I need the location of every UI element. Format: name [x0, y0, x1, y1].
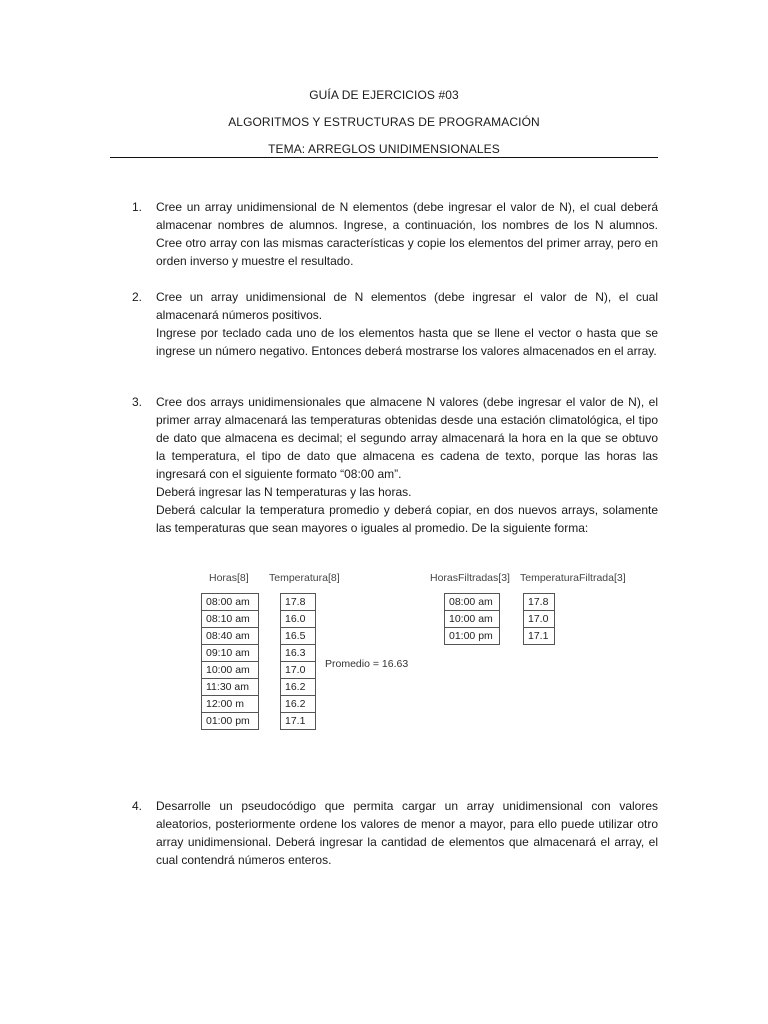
horas-filtradas-table	[444, 593, 500, 645]
exercise-text: Deberá calcular la temperatura promedio y deberá copiar, en dos nuevos arrays, solamente las temperaturas que sean mayores o iguales al promedio. De la siguiente forma:	[156, 503, 658, 535]
temperatura-filtrada-cell: 17.1	[524, 628, 555, 645]
course-title: ALGORITMOS Y ESTRUCTURAS DE PROGRAMACIÓN	[228, 115, 540, 129]
topic-title: TEMA: ARREGLOS UNIDIMENSIONALES	[268, 142, 500, 156]
temperatura-cell: 16.2	[281, 679, 316, 696]
table-row	[281, 645, 316, 662]
table-row	[524, 628, 555, 645]
temperatura-filtrada-label: TemperaturaFiltrada[3]	[520, 572, 626, 584]
temperatura-cell: 16.0	[281, 611, 316, 628]
table-row	[202, 611, 259, 628]
table-row	[281, 662, 316, 679]
table-row	[524, 594, 555, 611]
temperatura-filtrada-cell: 17.8	[524, 594, 555, 611]
temperatura-cell: 17.0	[281, 662, 316, 679]
horas-cell: 10:00 am	[202, 662, 259, 679]
table-row	[281, 611, 316, 628]
horas-array-table	[201, 593, 259, 730]
temperatura-filtrada-cell: 17.0	[524, 611, 555, 628]
promedio-value: Promedio = 16.63	[325, 658, 409, 670]
horas-cell: 08:00 am	[202, 594, 259, 611]
table-row	[445, 594, 500, 611]
horas-cell: 08:40 am	[202, 628, 259, 645]
temperatura-label: Temperatura[8]	[269, 572, 340, 584]
table-row	[281, 679, 316, 696]
horas-filtradas-cell: 01:00 pm	[445, 628, 500, 645]
temperatura-cell: 17.8	[281, 594, 316, 611]
horas-cell: 01:00 pm	[202, 713, 259, 730]
horas-label: Horas[8]	[209, 572, 249, 584]
table-row	[281, 628, 316, 645]
table-row	[202, 679, 259, 696]
temperatura-array-table	[280, 593, 316, 730]
table-row	[281, 696, 316, 713]
guide-title: GUÍA DE EJERCICIOS #03	[309, 88, 459, 102]
temperatura-cell: 16.3	[281, 645, 316, 662]
horas-cell: 12:00 m	[202, 696, 259, 713]
exercise-2	[110, 288, 658, 360]
table-row	[202, 594, 259, 611]
table-row	[202, 662, 259, 679]
exercise-text: Deberá ingresar las N temperaturas y las horas.	[156, 485, 412, 499]
exercise-text: Cree un array unidimensional de N elementos (debe ingresar el valor de N), el cual deberá almacenar nombres de alumnos. Ingrese, a continuación, los nombres de los N alumnos. Cree otro array con las mismas características y copie los elementos del primer array, pero en orden inverso y muestre el resultado.	[156, 200, 658, 268]
table-row	[281, 713, 316, 730]
table-row	[202, 628, 259, 645]
table-row	[202, 696, 259, 713]
table-row	[445, 611, 500, 628]
header-divider	[110, 157, 658, 158]
table-row	[281, 594, 316, 611]
exercise-3	[110, 393, 658, 537]
exercise-text: Desarrolle un pseudocódigo que permita cargar un array unidimensional con valores aleatorios, posteriormente ordene los valores de menor a mayor, para ello puede utilizar otro array unidimensional. Deberá ingresar la cantidad de elementos que almacenará el array, el cual contendrá números enteros.	[156, 799, 658, 867]
temperatura-cell: 16.2	[281, 696, 316, 713]
exercise-1	[110, 198, 658, 270]
table-row	[445, 628, 500, 645]
horas-filtradas-label: HorasFiltradas[3]	[430, 572, 510, 584]
horas-filtradas-cell: 10:00 am	[445, 611, 500, 628]
exercise-4	[110, 797, 658, 869]
horas-cell: 08:10 am	[202, 611, 259, 628]
exercise-number: 4.	[132, 799, 143, 813]
exercise-number: 3.	[132, 395, 143, 409]
table-row	[202, 645, 259, 662]
temperatura-cell: 17.1	[281, 713, 316, 730]
temperatura-cell: 16.5	[281, 628, 316, 645]
horas-cell: 09:10 am	[202, 645, 259, 662]
exercise-text: Ingrese por teclado cada uno de los elementos hasta que se llene el vector o hasta que se ingrese un número negativo. Entonces deberá mostrarse los valores almacenados en el array.	[156, 326, 658, 358]
exercise-number: 1.	[132, 200, 143, 214]
table-row	[202, 713, 259, 730]
table-row	[524, 611, 555, 628]
exercise-text: Cree dos arrays unidimensionales que almacene N valores (debe ingresar el valor de N), el primer array almacenará las temperaturas obtenidas desde una estación climatológica, el tipo de dato que almacena es decimal; el segundo array almacenará la hora en la que se obtuvo la temperatura, el tipo de dato que almacena es cadena de texto, porque las horas las ingresará con el siguiente formato “08:00 am”.	[156, 395, 658, 481]
horas-cell: 11:30 am	[202, 679, 259, 696]
temperatura-filtrada-table	[523, 593, 555, 645]
exercise-text: Cree un array unidimensional de N elementos (debe ingresar el valor de N), el cual almacenará números positivos.	[156, 290, 658, 322]
exercise-number: 2.	[132, 290, 143, 304]
horas-filtradas-cell: 08:00 am	[445, 594, 500, 611]
